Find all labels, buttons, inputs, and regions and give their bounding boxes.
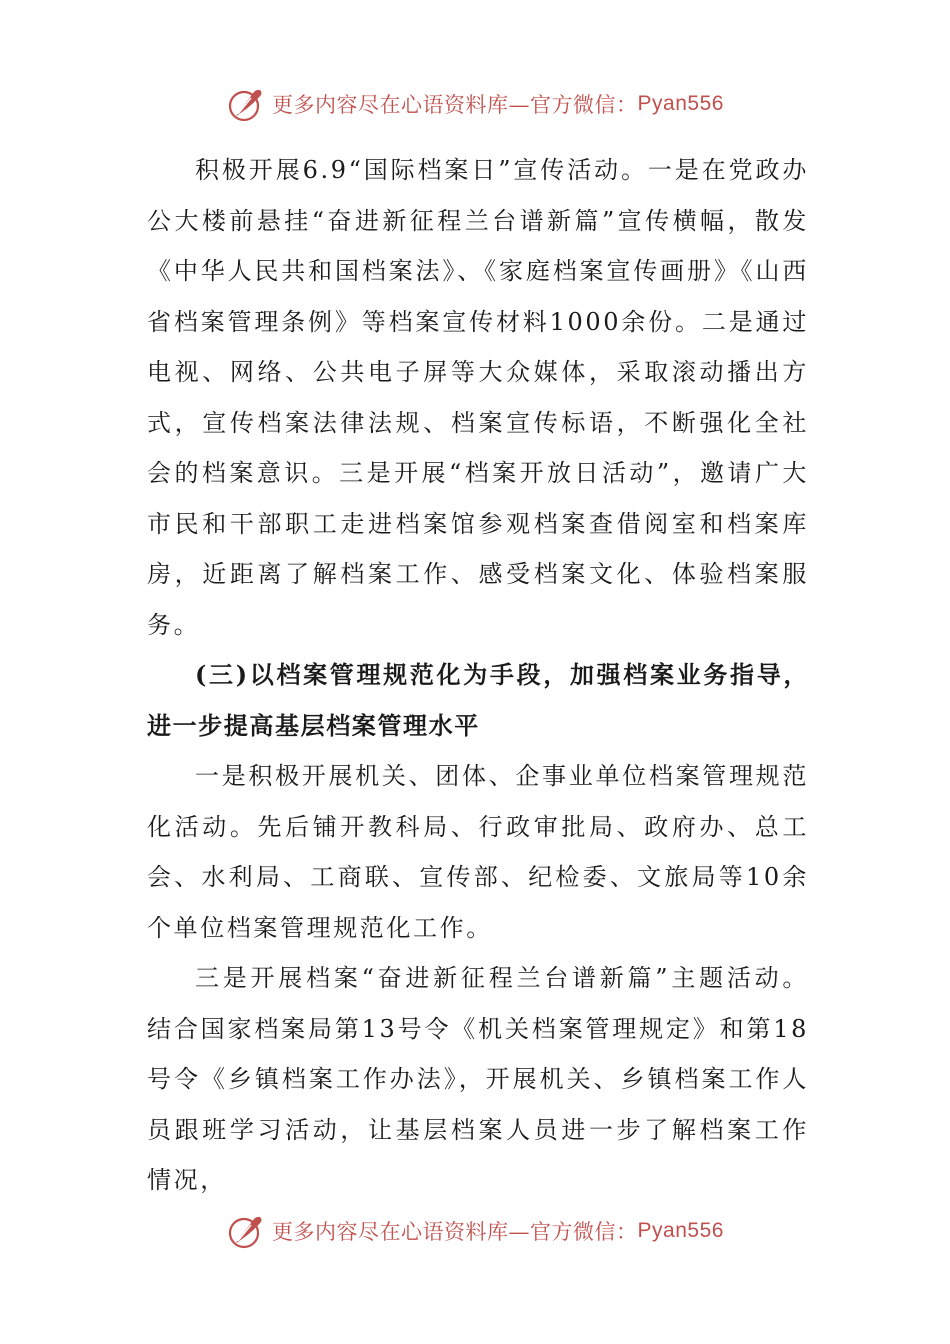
watermark-text: 更多内容尽在心语资料库—官方微信：	[272, 93, 638, 117]
quill-pen-logo-icon	[226, 84, 266, 124]
watermark-wechat-id: Pyan556	[637, 92, 724, 115]
watermark-wechat-id: Pyan556	[637, 1219, 724, 1242]
document-body	[147, 145, 809, 1206]
paragraph: 三是开展档案“奋进新征程兰台谱新篇”主题活动。结合国家档案局第13号令《机关档案管理规定》和第18号令《乡镇档案工作办法》，开展机关、乡镇档案工作人员跟班学习活动，让基层档案人员进一步了解档案工作情况，	[147, 964, 809, 1194]
watermark-banner-top	[0, 80, 950, 128]
watermark-text: 更多内容尽在心语资料库—官方微信：	[272, 1220, 638, 1244]
quill-pen-logo-icon	[226, 1211, 266, 1251]
watermark-banner-bottom	[0, 1207, 950, 1255]
paragraph: 积极开展6.9“国际档案日”宣传活动。一是在党政办公大楼前悬挂“奋进新征程兰台谱新篇”宣传横幅，散发《中华人民共和国档案法》、《家庭档案宣传画册》《山西省档案管理条例》等档案宣传材料1000余份。二是通过电视、网络、公共电子屏等大众媒体，采取滚动播出方式，宣传档案法律法规、档案宣传标语，不断强化全社会的档案意识。三是开展“档案开放日活动”，邀请广大市民和干部职工走进档案馆参观档案查借阅室和档案库房，近距离了解档案工作、感受档案文化、体验档案服务。	[147, 156, 809, 639]
section-heading: (三)以档案管理规范化为手段，加强档案业务指导，进一步提高基层档案管理水平	[147, 660, 809, 740]
paragraph: 一是积极开展机关、团体、企事业单位档案管理规范化活动。先后铺开教科局、行政审批局、政府办、总工会、水利局、工商联、宣传部、纪检委、文旅局等10余个单位档案管理规范化工作。	[147, 762, 809, 942]
